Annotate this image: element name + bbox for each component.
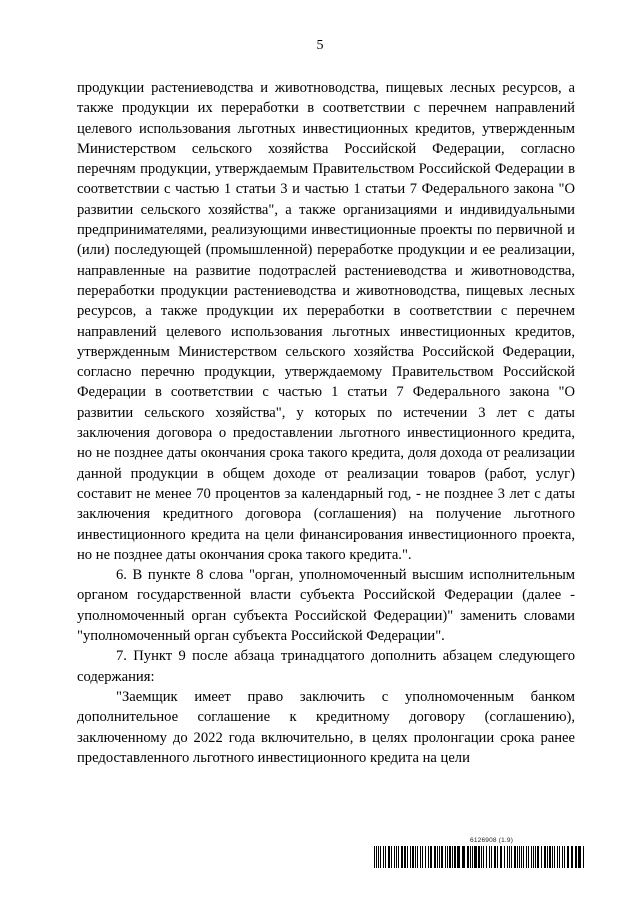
document-code: 6126908 (1.9) [470, 837, 514, 844]
paragraph-item-6: 6. В пункте 8 слова "орган, уполномоченный высшим исполнительным органом государственной власти субъекта Российской Федерации (далее - уполномоченный орган субъекта Российской Федерации)" заменить словами "уполномоченный орган субъекта Российской Федерации". [77, 567, 575, 645]
paragraph-item-7: 7. Пункт 9 после абзаца тринадцатого дополнить абзацем следующего содержания: [77, 648, 575, 685]
barcode-icon [374, 846, 584, 868]
paragraph-continuation: продукции растениеводства и животноводства, пищевых лесных ресурсов, а также продукции их переработки в соответствии с перечнем направлений целевого использования льготных инвестиционных кредитов, утвержденным Министерством сельского хозяйства Российской Федерации, согласно перечням продукции, утверждаемым Правительством Российской Федерации в соответствии с частью 1 статьи 3 и частью 1 статьи 7 Федерального закона "О развитии сельского хозяйства", а также организациями и индивидуальными предпринимателями, реализующими инвестиционные проекты по первичной и (или) последующей (промышленной) переработке продукции и ее реализации, направленные на развитие подотраслей растениеводства и животноводства, переработки продукции растениеводства и животноводства, пищевых лесных ресурсов, а также продукции их переработки в соответствии с перечнем направлений целевого использования льготных инвестиционных кредитов, утвержденным Министерством сельского хозяйства Российской Федерации, согласно перечню продукции, утверждаемому Правительством Российской Федерации в соответствии с частью 1 статьи 7 Федерального закона "О развитии сельского хозяйства", у которых по истечении 3 лет с даты заключения договора о предоставлении льготного инвестиционного кредита, но не позднее даты окончания срока такого кредита, доля дохода от реализации данной продукции в общем доходе от реализации товаров (работ, услуг) составит не менее 70 процентов за календарный год, - не позднее 3 лет с даты заключения кредитного договора (соглашения) на получение льготного инвестиционного кредита на цели финансирования инвестиционного проекта, но не позднее даты окончания срока такого кредита.". [77, 80, 575, 563]
page-number: 5 [316, 38, 324, 53]
document-body [77, 78, 575, 768]
paragraph-quoted-addition: "Заемщик имеет право заключить с уполномоченным банком дополнительное соглашение к кредитному договору (соглашению), заключенному до 2022 года включительно, в целях пролонгации срока ранее предоставленного льготного инвестиционного кредита на цели [77, 688, 575, 766]
